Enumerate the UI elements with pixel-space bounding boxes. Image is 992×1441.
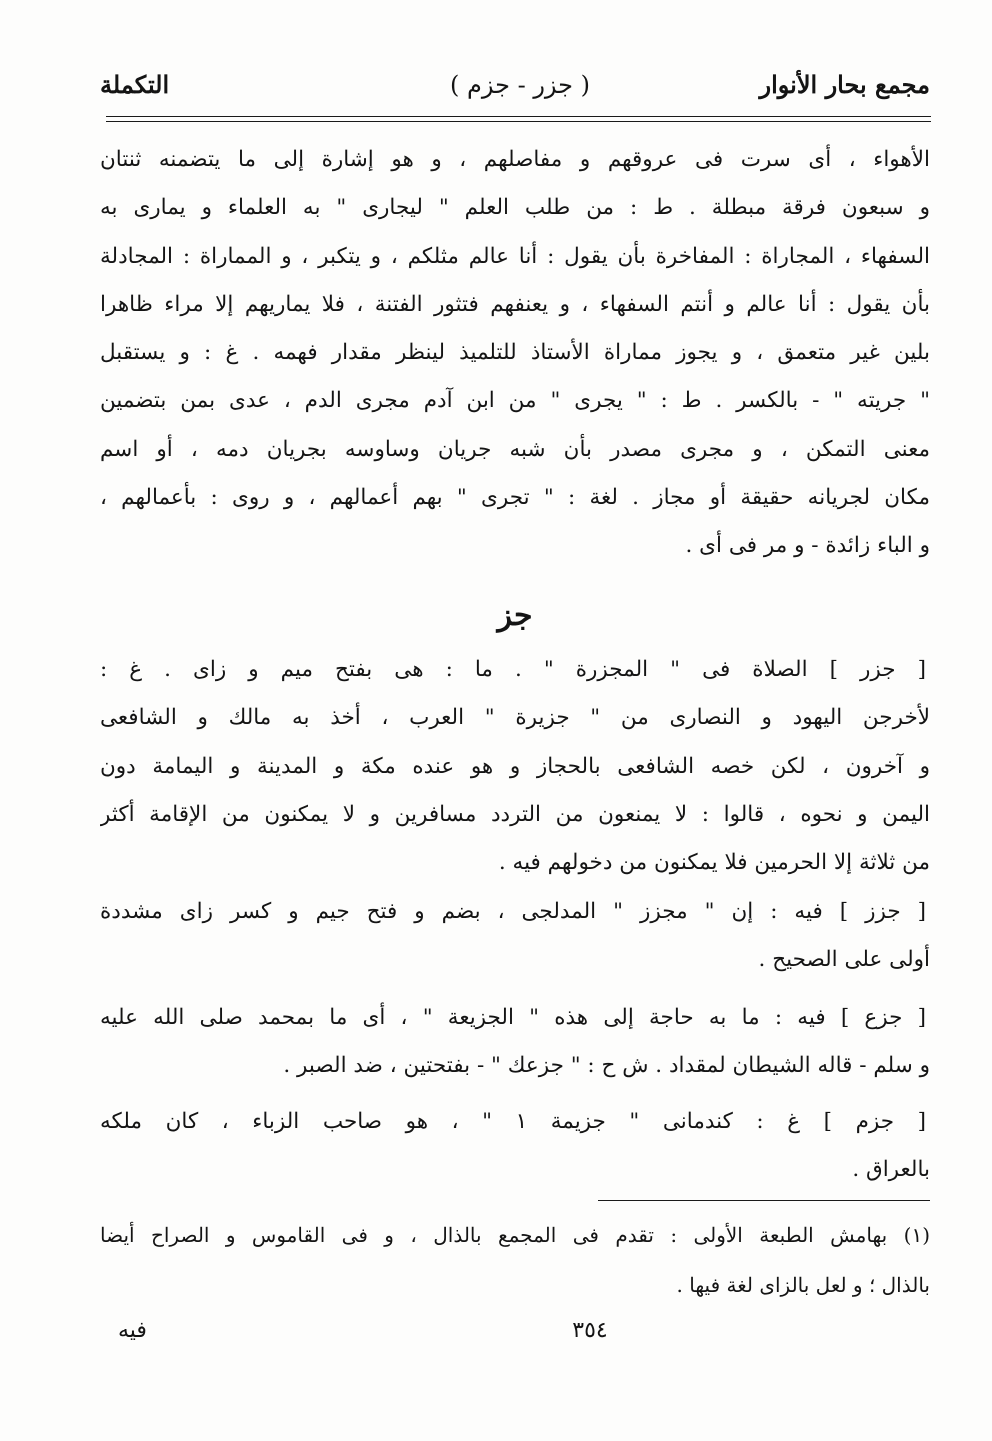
text-line: بلين غير متعمق ، و يجوز مماراة الأستاذ للتلميذ لينظر مقدار فهمه . غ : و يستقبل [100,340,930,366]
text-line: [ جزع ] فيه : ما به حاجة إلى هذه " الجزيعة " ، أى ما بمحمد صلى الله عليه [100,1005,926,1030]
text-line: [ جزز ] فيه : إن " مجزز " المدلجى ، بضم و فتح جيم و كسر زاى مشددة [100,899,926,924]
footnote [100,1210,930,1310]
text-line: و آخرون ، لكن خصه الشافعى بالحجاز و هو عنده مكة و المدينة و اليمامة دون [100,753,930,779]
text-line: و الباء زائدة - و مر فى أى . [685,533,930,559]
entry-jazr [100,646,930,887]
continued-paragraph [100,136,930,571]
footnote-line: بالذال ؛ و لعل بالزاى لغة فيها . [676,1273,930,1297]
page-footer [100,1316,930,1356]
text-line: اليمن و نحوه ، قالوا : لا يمنعون من التردد مسافرين و لا يمكنون من الإقامة أكثر [100,801,930,827]
text-line: الأهواء ، أى سرت فى عروقهم و مفاصلهم ، و هو إشارة إلى ما يتضمنه ثنتان [100,147,930,172]
text-line: و سبعون فرقة مبطلة . ط : من طلب العلم " ليجارى " به العلماء و يمارى به [100,195,930,221]
text-line: معنى التمكن ، و مجرى مصدر بأن شبه جريان وساوسه بجريان دمه ، أو اسم [100,436,930,462]
text-line: و سلم - قاله الشيطان لمقداد . ش ح : " جزعك " - بفتحتين ، ضد الصبر . [283,1053,930,1079]
header-rule-top [106,116,931,117]
text-line: " جريته " - بالكسر . ط : " يجرى " من ابن آدم مجرى الدم ، عدى بمن بتضمين [100,388,930,414]
text-line: السفهاء ، المجاراة : المفاخرة بأن يقول : أنا عالم مثلكم ، و يتكبر ، و المماراة : المجادلة [100,243,930,269]
entry-jazz [100,888,930,985]
running-header [100,62,930,110]
book-title: مجمع بحار الأنوار [759,70,930,99]
text-line: أولى على الصحيح . [758,947,930,973]
entry-jaza [100,994,930,1091]
catchword: فيه [118,1318,147,1343]
header-rule-bottom [106,121,931,122]
text-line: بأن يقول : أنا عالم و أنتم السفهاء ، و يعنفهم فتثور الفتنة ، فلا يماريهم إلا مراء ظاهرا [100,291,930,317]
entry-range: ( جزر - جزم ) [450,71,590,99]
section-name: التكملة [100,70,170,99]
text-line: [ جزر ] الصلاة فى " المجزرة " . ما : هى بفتح ميم و زاى . غ : [100,657,926,682]
text-line: [ جزم ] غ : كندمانى " جزيمة ١ " ، هو صاحب الزباء ، كان ملكه [100,1109,926,1134]
text-line: من ثلاثة إلا الحرمين فلا يمكنون من دخولهم فيه . [498,850,930,876]
page-number: ٣٥٤ [572,1318,608,1343]
text-line: مكان لجريانه حقيقة أو مجاز . لغة : " تجرى " بهم أعمالهم ، و روى : بأعمالهم ، [100,485,930,511]
section-heading: جز [497,598,533,633]
text-line: بالعراق . [852,1157,930,1183]
text-line: لأخرجن اليهود و النصارى من " جزيرة " العرب ، أخذ به مالك و الشافعى [100,705,930,731]
footnote-line: (١) بهامش الطبعة الأولى : تقدم فى المجمع بالذال ، و فى القاموس و الصراح أيضا [100,1223,930,1247]
footnote-rule [598,1200,930,1201]
entry-jazm [100,1098,930,1195]
